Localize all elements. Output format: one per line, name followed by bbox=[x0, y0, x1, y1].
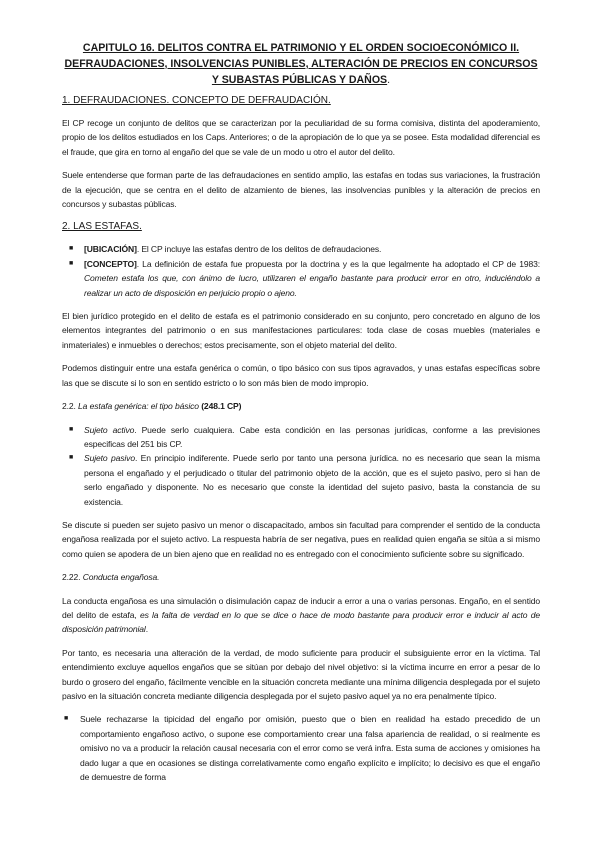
square-bullet-icon: ■ bbox=[69, 245, 74, 253]
subsection-2-2-paragraph-1: Se discute si pueden ser sujeto pasivo un menor o discapacitado, ambos sin facultad para comprender el sentido de la conducta engañosa realizada por el sujeto activo. La respuesta habría de ser negativa, pues en realidad quien engaña se sitúa a si mismo como quien se apodera de un bien ajeno que en realidad no es entregado con el conocimiento suficiente sobre su significado. bbox=[62, 519, 540, 559]
engano-list bbox=[62, 712, 540, 784]
section-1-paragraph-2: Suele entenderse que forman parte de las defraudaciones en sentido amplio, las estafas en todas sus variaciones, la frustración de la ejecución, que se centra en el delito de alzamiento de bienes, las insolvencias punibles y la alteración de precios en concursos y subastas públicas. bbox=[62, 170, 540, 210]
subsection-2-22-paragraph-1: La conducta engañosa es una simulación o disimulación capaz de inducir a error a una o varias personas. Engaño, en el sentido del delito de estafa, es la falta de verdad en lo que se dice o hace de modo bastante para producir error e inducir al acto de disposición patrimonial. bbox=[62, 595, 540, 635]
chapter-title: CAPITULO 16. DELITOS CONTRA EL PATRIMONIO Y EL ORDEN SOCIOECONÓMICO II. DEFRAUDACIONES, INSOLVENCIAS PUNIBLES, ALTERACIÓN DE PRECIOS EN CONCURSOS Y SUBASTAS PÚBLICAS Y DAÑOS. bbox=[64, 42, 538, 86]
square-bullet-icon: ■ bbox=[69, 454, 74, 462]
subsection-2-22-paragraph-2: Por tanto, es necesaria una alteración de la verdad, de modo suficiente para producir el subsiguiente error en la víctima. Tal entendimiento excluye aquellos engaños que se sitúan por debajo del nivel objetivo: si la víctima incurre en error a pesar de lo burdo o grosero del engaño, fácilmente vencible en la situación concreta mediante una mínima diligencia desplegada por el sujeto pasivo en la situación concreta mediante diligencia desplegada por el sujeto pasivo aquel ya no era penalmente típico. bbox=[62, 647, 540, 701]
section-2-paragraph-1: El bien jurídico protegido en el delito de estafa es el patrimonio considerado en su conjunto, pero concretado en alguno de los elementos integrantes del patrimonio o en sus manifestaciones particulares: toda clase de cosas muebles (materiales e inmateriales) e inmuebles o derechos; estos precisamente, son el objeto material del delito. bbox=[62, 311, 540, 350]
sujetos-list bbox=[62, 423, 540, 509]
section-1-paragraph-1: El CP recoge un conjunto de delitos que se caracterizan por la peculiaridad de su forma comisiva, distinta del apoderamiento, propio de los delitos estudiados en los Caps. Anteriores; o de la apropiación de lo que ya se posee. Esta modalidad diferencial es el fraude, que gira en torno al engaño del que se vale de un modo u otro el autor del delito. bbox=[62, 118, 540, 157]
list-item-ubicacion: ■ [UBICACIÓN]. El CP incluye las estafas dentro de los delitos de defraudaciones. bbox=[62, 242, 540, 256]
estafas-list bbox=[62, 242, 540, 300]
subsection-2-22-heading: 2.22. Conducta engañosa. bbox=[62, 572, 160, 583]
list-item-sujeto-pasivo: ■ Sujeto pasivo. En principio indiferente. Puede serlo por tanto una persona jurídica. no es necesario que sean la misma persona el engañado y el perjudicado o titular del patrimonio objeto de la acción, que es el sujeto pasivo, pero si han de serlo engañado y disponente. No es necesario que conste la identidad del sujeto pasivo, basta la constancia de su existencia. bbox=[69, 453, 541, 507]
list-item-sujeto-activo: ■ Sujeto activo. Puede serlo cualquiera. Cabe esta condición en las personas jurídicas, conforme a las previsiones especificas del 251 bis CP. bbox=[69, 424, 540, 449]
section-2-paragraph-2: Podemos distinguir entre una estafa genérica o común, o tipo básico con sus tipos agravados, y unas estafas específicas sobre las que se discute si lo son en sentido estricto o lo son más bien de modo impropio. bbox=[62, 363, 540, 388]
list-item-concepto: ■ [CONCEPTO]. La definición de estafa fue propuesta por la doctrina y es la que legalmente ha adoptado el CP de 1983: Cometen estafa los que, con ánimo de lucro, utilizaren el engaño bastante para producir error en otro, induciéndolo a realizar un acto de disposición en perjuicio propio o ajeno. bbox=[69, 258, 540, 298]
square-bullet-icon: ■ bbox=[69, 425, 74, 433]
square-bullet-icon: ■ bbox=[64, 715, 69, 723]
document-page bbox=[62, 40, 540, 793]
subsection-2-2-heading: 2.2. La estafa genérica: el tipo básico (248.1 CP) bbox=[62, 401, 242, 412]
square-bullet-icon: ■ bbox=[69, 259, 74, 267]
section-1-heading: 1. DEFRAUDACIONES. CONCEPTO DE DEFRAUDACIÓN. bbox=[62, 95, 331, 106]
list-item-omision: ■ Suele rechazarse la tipicidad del engaño por omisión, puesto que o bien en realidad ha estado precedido de un comportamiento engañoso activo, o supone ese comportamiento crear una falsa apariencia de realidad, o si realmente es omisivo no va a producir la relación causal necesaria con el error como se verá infra. Esta suma de acciones y omisiones ha dado lugar a que en ocasiones se distinga correlativamente como engaño explícito e implícito; lo decisivo es que el engaño de demuestre de forma bbox=[64, 714, 540, 783]
section-2-heading: 2. LAS ESTAFAS. bbox=[62, 221, 142, 233]
